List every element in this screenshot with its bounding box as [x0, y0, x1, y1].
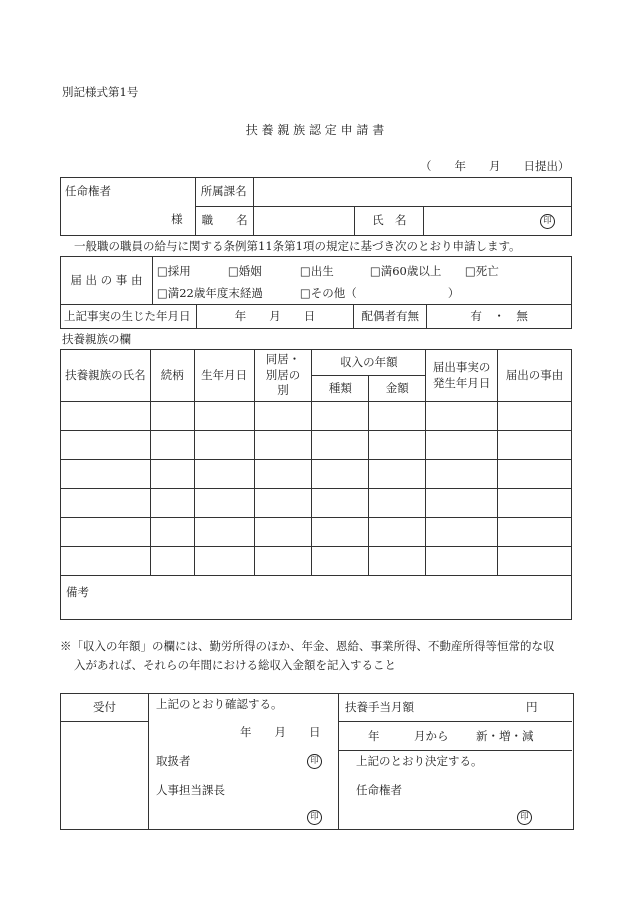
remarks-label: 備考: [66, 585, 89, 599]
table-row: [61, 402, 572, 431]
submission-date: （ 年 月 日提出）: [420, 159, 570, 173]
handler-label: 取扱者: [156, 754, 191, 768]
remarks-field[interactable]: [61, 576, 572, 620]
note-line-1: ※「収入の年額」の欄には、勤労所得のほか、年金、恩給、事業所得、不動産所得等恒常的な収: [60, 639, 555, 653]
name-label: 氏 名: [355, 207, 424, 236]
seal-icon: 印: [540, 214, 555, 229]
form-number: 別記様式第1号: [62, 85, 139, 99]
position-label: 職 名: [195, 207, 253, 236]
option-other-close: ）: [447, 286, 460, 300]
from-date[interactable]: 年 月から: [368, 729, 449, 743]
yen-label: 円: [526, 700, 538, 714]
reason-options: [152, 257, 571, 305]
option-hiring[interactable]: □採用: [156, 264, 191, 278]
table-row: [61, 518, 572, 547]
confirmed-text: 上記のとおり確認する。: [156, 697, 283, 711]
col-name: 扶養親族の氏名: [61, 350, 151, 402]
col-relation: 続柄: [150, 350, 194, 402]
hr-manager-seal-icon: 印: [307, 810, 322, 825]
table-row: [61, 489, 572, 518]
appointer-label-footer: 任命権者: [356, 783, 402, 797]
confirm-date[interactable]: 年 月 日: [240, 725, 321, 739]
appointer-seal-icon: 印: [517, 810, 532, 825]
option-age22[interactable]: □満22歳年度末経過: [156, 286, 263, 300]
dependents-section-label: 扶養親族の欄: [62, 332, 131, 346]
col-income: 収入の年額: [312, 350, 426, 376]
option-marriage[interactable]: □婚姻: [227, 264, 262, 278]
appointer-cell: [61, 178, 196, 236]
occurrence-table: [60, 304, 572, 329]
dept-field[interactable]: [253, 178, 571, 207]
option-over60[interactable]: □満60歳以上: [369, 264, 442, 278]
appointer-label: 任命権者: [65, 184, 111, 198]
hr-manager-label: 人事担当課長: [156, 783, 225, 797]
option-birth[interactable]: □出生: [299, 264, 334, 278]
option-death[interactable]: □死亡: [464, 264, 499, 278]
position-field[interactable]: [253, 207, 355, 236]
col-fact-date: 届出事実の発生年月日: [426, 350, 498, 402]
statement: 一般職の職員の給与に関する条例第11条第1項の規定に基づき次のとおり申請します。: [74, 239, 521, 253]
spouse-value[interactable]: 有 ・ 無: [427, 305, 572, 329]
occurrence-label: 上記事実の生じた年月日: [61, 305, 197, 329]
reason-table: [60, 256, 572, 305]
col-income-type: 種類: [312, 376, 369, 402]
col-cohabit: 同居・別居の別: [254, 350, 312, 402]
reception-label: 受付: [93, 700, 116, 714]
dept-label: 所属課名: [195, 178, 253, 207]
page-title: 扶 養 親 族 認 定 申 請 書: [245, 123, 385, 137]
col-income-amount: 金額: [369, 376, 426, 402]
col-birthdate: 生年月日: [194, 350, 254, 402]
handler-seal-icon: 印: [307, 754, 322, 769]
change-options[interactable]: 新・増・減: [476, 729, 534, 743]
occurrence-date[interactable]: 年 月 日: [196, 305, 354, 329]
option-other[interactable]: □その他（: [299, 286, 357, 300]
allowance-label: 扶養手当月額: [345, 700, 414, 714]
reason-label: 届 出 の 事 由: [61, 257, 153, 305]
applicant-header-table: [60, 177, 572, 236]
col-reason: 届出の事由: [498, 350, 572, 402]
name-field[interactable]: [424, 207, 572, 236]
table-row: [61, 460, 572, 489]
sama-label: 様: [171, 211, 183, 226]
dependents-table: [60, 349, 572, 620]
note-line-2: 入があれば、それらの年間における総収入金額を記入すること: [74, 658, 396, 672]
decided-text: 上記のとおり決定する。: [356, 754, 483, 768]
table-row: [61, 547, 572, 576]
table-row: [61, 431, 572, 460]
spouse-label: 配偶者有無: [354, 305, 427, 329]
